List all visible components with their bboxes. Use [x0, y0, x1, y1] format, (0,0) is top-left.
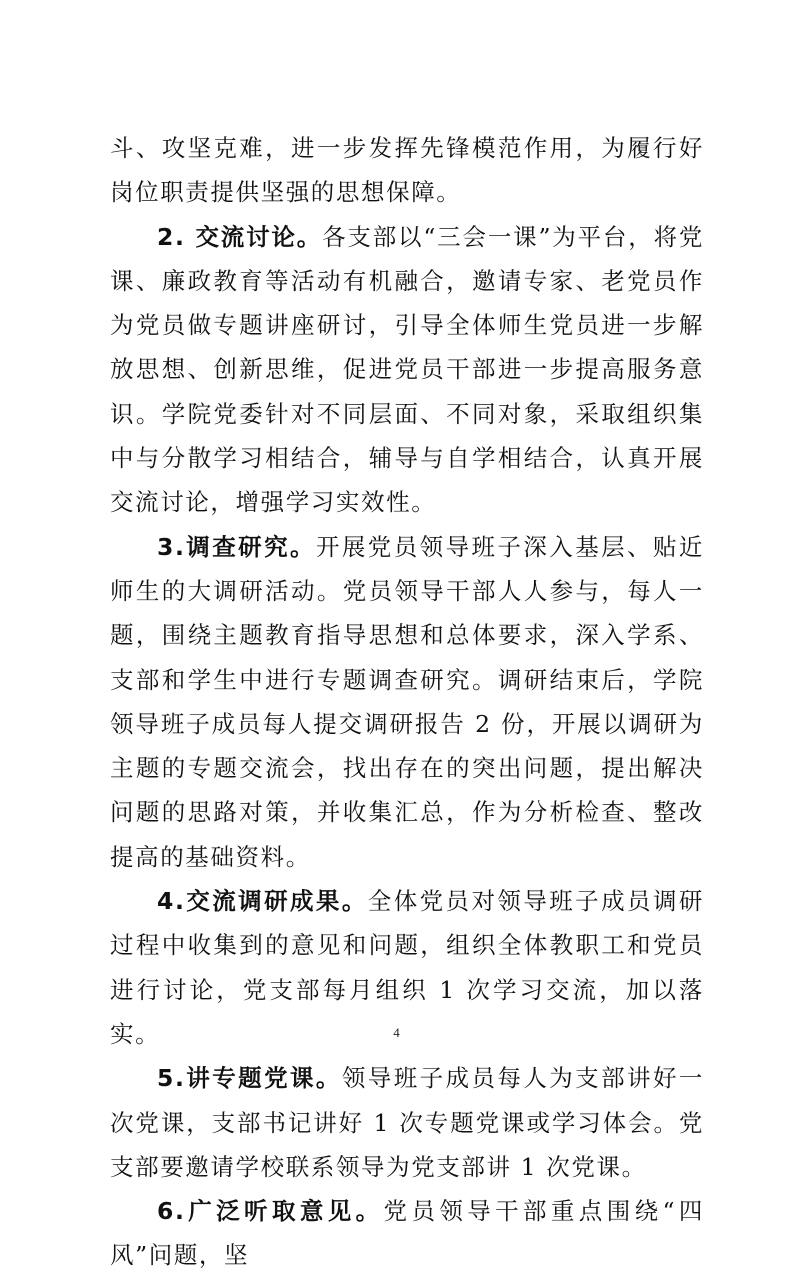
paragraph-text: 各支部以“三会一课”为平台，将党课、廉政教育等活动有机融合，邀请专家、老党员作为党员做专题讲座研讨，引导全体师生党员进一步解放思想、创新思维，促进党员干部进一步提高服务意识。学院党委针对不同层面、不同对象，采取组织集中与分散学习相结合，辅导与自学相结合，认真开展交流讨论，增强学习实效性。	[110, 222, 704, 517]
paragraph-text: 斗、攻坚克难，进一步发挥先锋模范作用，为履行好岗位职责提供坚强的思想保障。	[110, 134, 704, 207]
body-text	[110, 126, 704, 1278]
page-number: 4	[393, 1025, 400, 1040]
paragraph-heading: 6.广泛听取意见。	[157, 1197, 384, 1226]
paragraph-text: 党员领导干部重点围绕“四风”问题，坚	[110, 1197, 704, 1270]
paragraph-investigation-research	[110, 525, 704, 879]
paragraph-exchange-discussion	[110, 215, 704, 525]
paragraph-solicit-opinions	[110, 1189, 704, 1278]
paragraph-continuation	[110, 126, 704, 215]
paragraph-party-lecture	[110, 1056, 704, 1189]
paragraph-text: 领导班子成员每人为支部讲好一次党课，支部书记讲好 1 次专题党课或学习体会。党支部要邀请学校联系领导为党支部讲 1 次党课。	[110, 1064, 704, 1181]
paragraph-heading: 4.交流调研成果。	[157, 887, 368, 916]
paragraph-heading: 2. 交流讨论。	[157, 222, 323, 251]
paragraph-text: 全体党员对领导班子成员调研过程中收集到的意见和问题，组织全体教职工和党员进行讨论，党支部每月组织 1 次学习交流，加以落实。	[110, 887, 704, 1048]
paragraph-text: 开展党员领导班子深入基层、贴近师生的大调研活动。党员领导干部人人参与，每人一题，围绕主题教育指导思想和总体要求，深入学系、支部和学生中进行专题调查研究。调研结束后，学院领导班子成员每人提交调研报告 2 份，开展以调研为主题的专题交流会，找出存在的突出问题，提出解决问题的思路对策，并收集汇总，作为分析检查、整改提高的基础资料。	[110, 532, 704, 871]
paragraph-heading: 3.调查研究。	[157, 532, 316, 561]
paragraph-heading: 5.讲专题党课。	[157, 1064, 342, 1093]
